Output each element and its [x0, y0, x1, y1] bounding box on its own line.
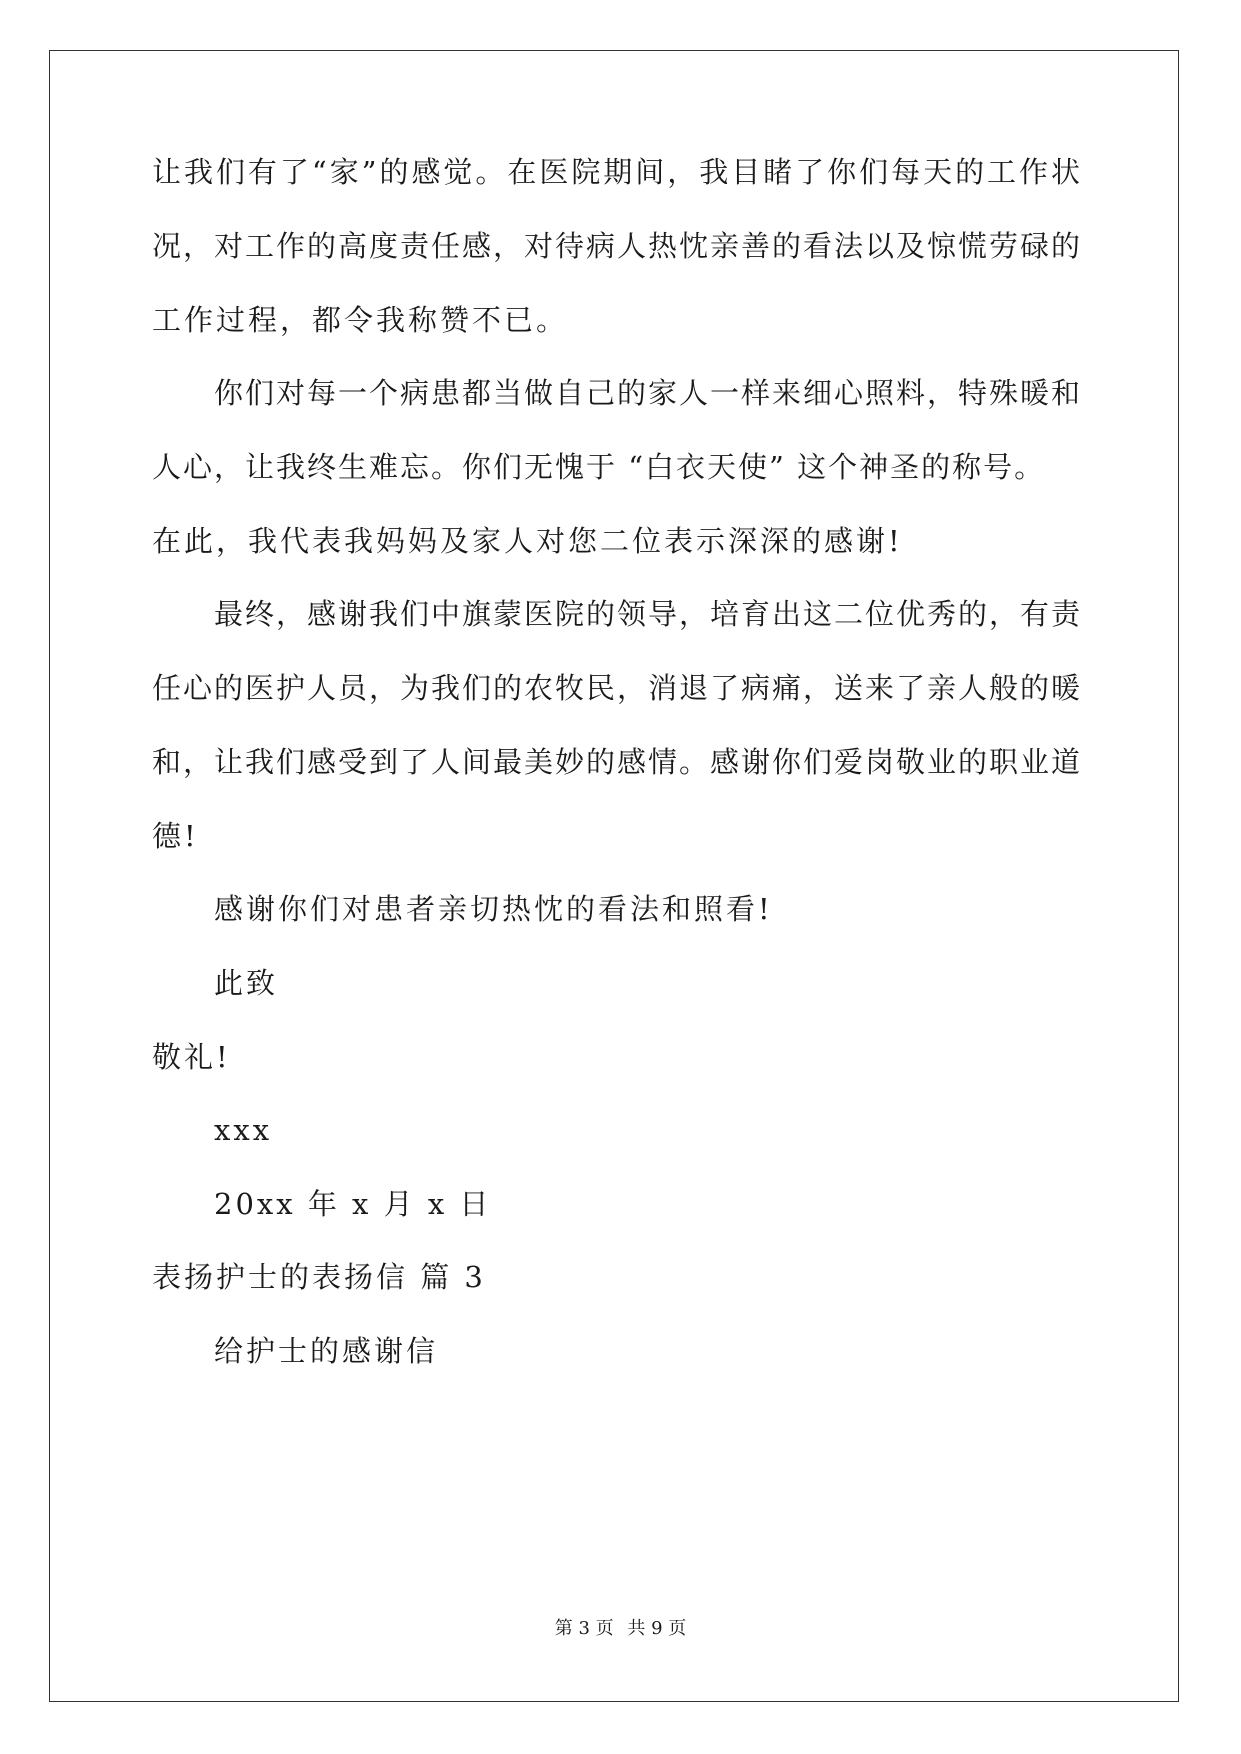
page-border: [49, 50, 1179, 1702]
page-number: 第 3 页: [554, 1618, 614, 1639]
closing-line: 此致: [214, 966, 279, 1000]
section-title: 表扬护士的表扬信 篇 3: [152, 1260, 486, 1294]
next-letter-title: 给护士的感谢信: [214, 1334, 439, 1368]
date-line: 20xx 年 x 月 x 日: [214, 1187, 492, 1221]
paragraph-3-line-1: 最终，感谢我们中旗蒙医院的领导，培育出这二位优秀的，有责: [214, 597, 1080, 631]
paragraph-3-line-3: 和，让我们感受到了人间最美妙的感情。感谢你们爱岗敬业的职业道: [152, 745, 1080, 779]
paragraph-3-line-4: 德!: [152, 819, 199, 853]
paragraph-2-line-1: 你们对每一个病患都当做自己的家人一样来细心照料，特殊暖和: [214, 376, 1080, 410]
signature: xxx: [214, 1113, 273, 1147]
paragraph-1-line-2: 况，对工作的高度责任感，对待病人热忱亲善的看法以及惊慌劳碌的: [152, 229, 1080, 263]
salute-line: 敬礼!: [152, 1040, 231, 1074]
paragraph-1-line-3: 工作过程，都令我称赞不已。: [152, 303, 569, 337]
paragraph-1-line-1: 让我们有了“家”的感觉。在医院期间，我目睹了你们每天的工作状: [152, 155, 1080, 189]
total-pages: 共 9 页: [627, 1618, 687, 1639]
thanks-line: 感谢你们对患者亲切热忱的看法和照看!: [214, 892, 773, 926]
paragraph-2-line-2: 人心，让我终生难忘。你们无愧于 “白衣天使” 这个神圣的称号。: [152, 450, 1046, 484]
page-footer: [0, 1617, 1241, 1641]
paragraph-3-line-2: 任心的医护人员，为我们的农牧民，消退了病痛，送来了亲人般的暖: [152, 671, 1080, 705]
paragraph-2-line-3: 在此，我代表我妈妈及家人对您二位表示深深的感谢!: [152, 524, 903, 558]
